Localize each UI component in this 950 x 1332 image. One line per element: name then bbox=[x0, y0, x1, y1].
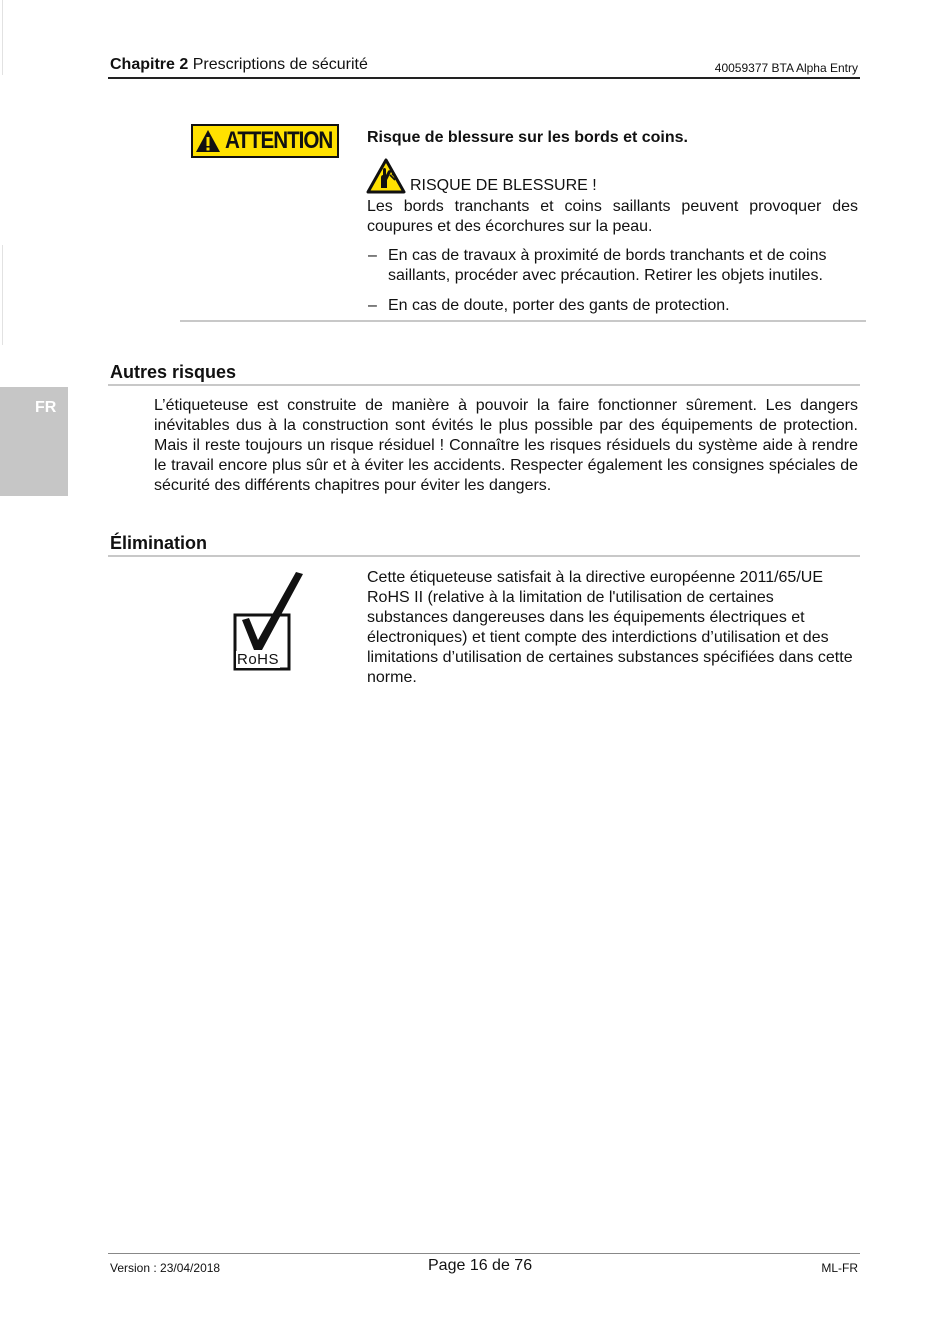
section-divider bbox=[108, 555, 860, 557]
list-item-text: En cas de doute, porter des gants de protection. bbox=[388, 297, 730, 314]
document-reference: 40059377 BTA Alpha Entry bbox=[714, 61, 858, 75]
warning-title: Risque de blessure sur les bords et coins. bbox=[367, 129, 688, 146]
attention-badge bbox=[191, 124, 339, 158]
section-divider bbox=[108, 384, 860, 386]
section-title-disposal: Élimination bbox=[110, 533, 208, 553]
dash-bullet: – bbox=[368, 247, 377, 264]
other-risks-text: L’étiqueteuse est construite de manière à pouvoir la faire fonctionner sûrement. Les dangers inévitables dus à la construction sont évités le plus possible par des équipements de protection. Mais il reste toujours un risque résiduel ! Connaître les risques résiduels du système aide à rendre le travail encore plus sûr et à éviter les accidents. Respecter également les consignes spéciales de sécurité des différents chapitres pour éviter les dangers. bbox=[154, 397, 858, 494]
hand-injury-warning-icon bbox=[366, 158, 406, 194]
chapter-label: Chapitre 2 bbox=[110, 56, 189, 73]
list-item-text: En cas de travaux à proximité de bords tranchants et de coins saillants, procéder avec précaution. Retirer les objets inutiles. bbox=[388, 247, 827, 284]
warning-divider bbox=[180, 320, 866, 322]
warning-heading: RISQUE DE BLESSURE ! bbox=[410, 177, 597, 194]
footer-divider bbox=[108, 1253, 860, 1254]
section-title-other-risks: Autres risques bbox=[110, 362, 237, 382]
warning-text: Les bords tranchants et coins saillants peuvent provoquer des coupures et des écorchures sur la peau. bbox=[367, 198, 858, 235]
version-date: Version : 23/04/2018 bbox=[110, 1261, 221, 1275]
chapter-title: Prescriptions de sécurité bbox=[192, 56, 368, 73]
language-tab bbox=[0, 387, 68, 496]
attention-label: ATTENTION bbox=[224, 127, 332, 154]
list-item bbox=[367, 296, 858, 316]
page-edge-mark bbox=[2, 245, 3, 345]
dash-bullet: – bbox=[368, 297, 377, 314]
rohs-logo-text: RoHS bbox=[237, 651, 280, 668]
language-tab-label: FR bbox=[35, 399, 57, 416]
footer-code: ML-FR bbox=[821, 1261, 858, 1275]
page-header-chapter bbox=[110, 56, 368, 74]
page-number: Page 16 de 76 bbox=[428, 1257, 533, 1274]
header-divider bbox=[108, 77, 860, 79]
list-item bbox=[367, 246, 858, 286]
disposal-text: Cette étiqueteuse satisfait à la directive européenne 2011/65/UE RoHS II (relative à la limitation de l'utilisation de certaines substances dangereuses dans les équipements électriques et électroniques) et tient compte des interdictions d’utilisation et des limitations d’utilisation de certaines substances spécifiées dans cette norme. bbox=[367, 569, 853, 686]
warning-triangle-icon bbox=[195, 129, 221, 153]
page-edge-mark bbox=[2, 0, 3, 75]
